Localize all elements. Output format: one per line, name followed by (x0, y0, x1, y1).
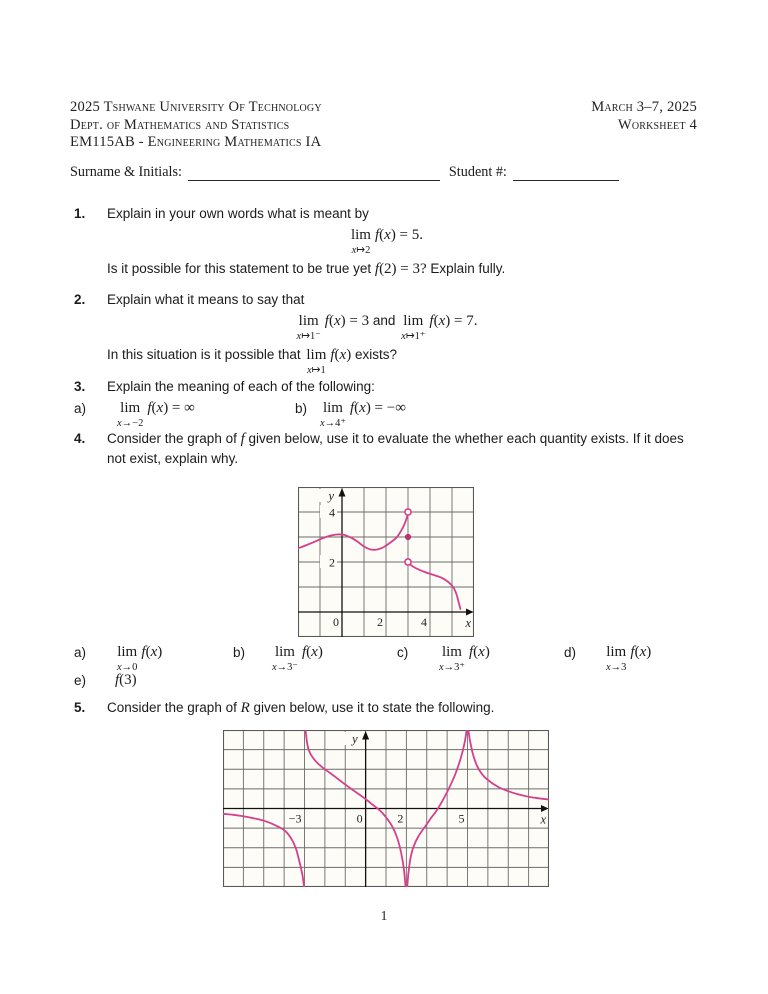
part-b-label: b) (233, 645, 246, 660)
svg-text:x: x (540, 812, 546, 827)
part-a-expression: lim x→−2 f(x) = ∞ (117, 400, 195, 429)
part-c-expression: lim x→3⁺ f(x) (439, 644, 490, 673)
question-1-equation: lim x↦2 f(x) = 5. (350, 227, 424, 256)
svg-text:0: 0 (356, 811, 363, 826)
svg-text:y: y (328, 489, 334, 503)
part-d-label: d) (564, 645, 577, 660)
graph-f-container (70, 487, 702, 637)
part-a-label: a) (74, 401, 87, 416)
department-title: Dept. of Mathematics and Statistics (70, 116, 290, 133)
question-3-parts (70, 399, 702, 433)
part-e-expression: f(3) (115, 672, 137, 688)
question-2-followup: In this situation is it possible that lim x↦1 f(x) exists? (107, 347, 397, 376)
part-d-expression: lim x→3 f(x) (606, 644, 652, 673)
part-a-label: a) (74, 645, 87, 660)
surname-label: Surname & Initials: (70, 164, 182, 180)
svg-text:2: 2 (329, 555, 335, 570)
header-right (591, 99, 697, 134)
graph-of-R (223, 730, 549, 887)
question-5-intro: Consider the graph of R given below, use it to state the following. (107, 700, 495, 716)
question-2 (70, 290, 702, 376)
question-5 (70, 698, 702, 887)
question-3 (70, 377, 702, 433)
university-title: 2025 Tshwane University Of Technology (70, 99, 322, 115)
question-1-intro: Explain in your own words what is meant by (107, 206, 369, 221)
svg-text:0: 0 (333, 615, 339, 629)
part-a-expression: lim x→0 f(x) (117, 644, 163, 673)
course-title: EM115AB - Engineering Mathematics IA (70, 134, 322, 150)
svg-text:2: 2 (397, 811, 404, 826)
student-number-blank-field (513, 165, 619, 181)
svg-text:−3: −3 (288, 811, 302, 826)
question-4 (70, 429, 702, 693)
question-1-number: 1. (74, 206, 86, 221)
worksheet-number: Worksheet 4 (617, 116, 697, 133)
part-c-label: c) (397, 645, 409, 660)
question-4-part-e-row (70, 671, 702, 693)
question-4-intro: Consider the graph of f given below, use it to evaluate the whether each quantity exists. If it does not exist, explain why. (107, 431, 684, 466)
question-3-number: 3. (74, 379, 86, 394)
date-text: March 3–7, 2025 (591, 99, 697, 115)
student-identity-row (70, 164, 697, 181)
svg-text:x: x (465, 616, 471, 630)
part-b-expression: lim x→4⁺ f(x) = −∞ (320, 400, 406, 429)
question-4-parts-row (70, 643, 702, 671)
part-e-label: e) (74, 673, 87, 688)
svg-text:y: y (352, 732, 358, 746)
header-left (70, 99, 322, 152)
question-2-intro: Explain what it means to say that (107, 292, 305, 307)
question-2-equation: lim x↦1⁻ f(x) = 3 and lim x↦1⁺ f(x) = 7. (296, 313, 478, 342)
question-1 (70, 204, 702, 279)
question-2-number: 2. (74, 292, 86, 307)
page-number: 1 (380, 908, 388, 923)
question-3-intro: Explain the meaning of each of the following: (107, 379, 375, 394)
surname-blank-field (188, 165, 440, 181)
part-b-label: b) (295, 401, 308, 416)
question-5-number: 5. (74, 700, 86, 715)
part-b-expression: lim x→3⁻ f(x) (272, 644, 323, 673)
question-4-number: 4. (74, 431, 86, 446)
graph-R-container (70, 730, 702, 887)
svg-text:5: 5 (458, 811, 465, 826)
student-number-label: Student #: (448, 164, 507, 180)
question-1-followup: Is it possible for this statement to be true yet f(2) = 3? Explain fully. (107, 261, 506, 277)
svg-text:4: 4 (421, 615, 427, 629)
svg-text:2: 2 (377, 615, 383, 629)
graph-of-f (298, 487, 474, 637)
svg-text:4: 4 (329, 505, 335, 520)
